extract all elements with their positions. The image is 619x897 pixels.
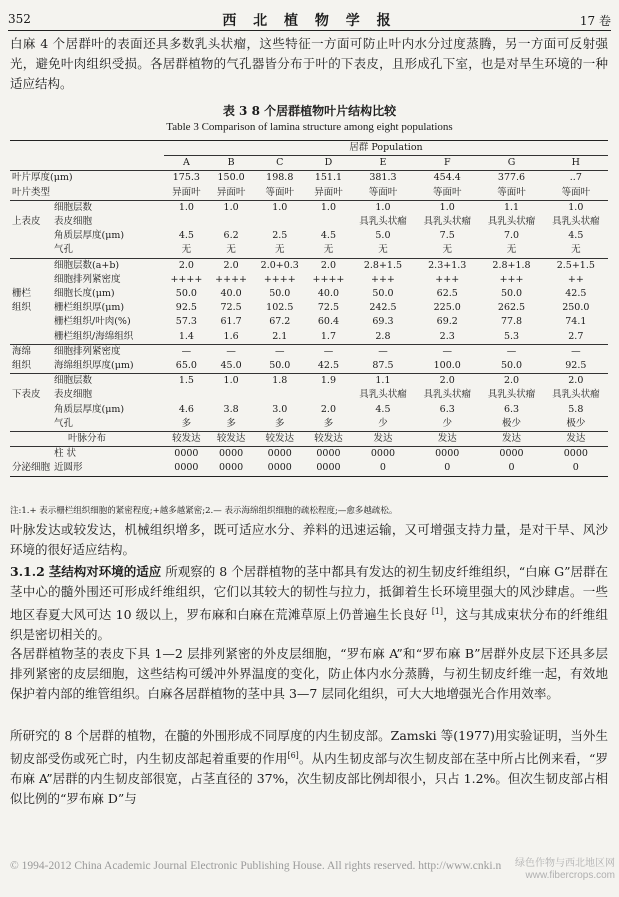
table-cell: 发达 xyxy=(544,432,608,447)
table-cell: 2.0+0.3 xyxy=(253,258,306,273)
table-cell: 40.0 xyxy=(317,288,340,300)
table-cell: 极少 xyxy=(566,417,586,429)
table-cell: 150.0 xyxy=(209,171,254,186)
paragraph-stem-lead: 所观察的 8 个居群植物的茎中都具有发达的初生韧皮纤维组织，“白麻 G”居群在茎中心的髓外围还可形成纤维组织，它们以其较大的韧性与拉力，抵御着生长环境里强大的风沙肆虐。一些地区春夏大风可达 10 级以上，罗布麻和白麻在荒滩草原上仍普遍生长良好 xyxy=(10,564,608,623)
table-cell: 无 xyxy=(571,244,581,256)
table-cell: 1.0 xyxy=(415,200,479,215)
table-row xyxy=(10,215,608,229)
table-cell: 0000 xyxy=(544,447,608,462)
table-cell: 1.0 xyxy=(306,200,351,215)
table-cell: +++ xyxy=(499,273,524,285)
table-cell: 1.7 xyxy=(320,330,336,342)
table-cell: 50.0 xyxy=(269,288,291,300)
table-cell: 4.5 xyxy=(178,230,194,242)
table-cell: 较发达 xyxy=(164,432,209,447)
table-cell: — xyxy=(415,344,479,359)
table-cell: 50.0 xyxy=(500,288,523,300)
row-group xyxy=(10,417,52,432)
table-cell: 69.2 xyxy=(436,316,458,328)
row-label: 表皮细胞 xyxy=(54,389,93,401)
table-cell: 4.5 xyxy=(320,230,336,242)
table-cell: 6.3 xyxy=(503,403,520,415)
row-group: 分泌细胞 xyxy=(10,461,52,476)
table-cell: — xyxy=(306,344,351,359)
table-cell: 异面叶 xyxy=(314,186,343,198)
row-label: 角质层厚度(μm) xyxy=(54,230,125,242)
table-cell: — xyxy=(351,344,415,359)
row-group: 栅栏 xyxy=(12,288,32,300)
table-cell: — xyxy=(209,344,254,359)
column-header: C xyxy=(253,156,306,171)
table-row xyxy=(10,171,608,186)
table-cell: +++ xyxy=(435,273,460,285)
column-header: F xyxy=(415,156,479,171)
row-group: 上表皮 xyxy=(12,216,41,228)
table-cell xyxy=(164,215,209,229)
section-number: 3.1.2 xyxy=(10,564,45,579)
table-cell: 2.1 xyxy=(272,330,288,342)
table-note: 注:1.+ 表示栅栏组织细胞的紧密程度;+越多越紧密;2.— 表示海绵组织细胞的疏松程度;—愈多越疏松。 xyxy=(10,506,398,516)
table-row xyxy=(10,344,608,359)
table-cell: 87.5 xyxy=(372,360,394,372)
section-title: 茎结构对环境的适应 xyxy=(48,564,162,579)
table-cell: 0 xyxy=(351,461,415,476)
table-cell: 6.3 xyxy=(439,403,455,415)
table-row xyxy=(10,243,608,258)
table-cell: 0000 xyxy=(306,447,351,462)
table-cell: 5.0 xyxy=(375,230,391,242)
table-cell: — xyxy=(544,344,608,359)
table-cell: 0000 xyxy=(351,447,415,462)
table-row xyxy=(10,374,608,389)
table-row xyxy=(10,447,608,462)
table-cell: 2.0 xyxy=(164,258,209,273)
table-cell: 2.5 xyxy=(272,230,288,242)
row-group xyxy=(10,315,52,329)
table-cell: 1.0 xyxy=(209,200,254,215)
column-header: A xyxy=(164,156,209,171)
row-label: 细胞层数 xyxy=(52,374,164,389)
row-label: 气孔 xyxy=(54,244,74,256)
row-label: 近圆形 xyxy=(52,461,164,476)
table-cell: 1.0 xyxy=(253,200,306,215)
table-cell: 无 xyxy=(378,244,388,256)
table-row xyxy=(10,417,608,432)
journal-title: 西 北 植 物 学 报 xyxy=(222,13,397,29)
table-cell: ++++ xyxy=(312,273,345,285)
table-cell: 2.3+1.3 xyxy=(415,258,479,273)
table-cell: — xyxy=(164,344,209,359)
table-cell: 92.5 xyxy=(175,302,197,314)
table-cell: 0000 xyxy=(415,447,479,462)
row-group: 下表皮 xyxy=(12,389,41,401)
table-cell: 67.2 xyxy=(269,316,291,328)
table-cell: 381.3 xyxy=(351,171,415,186)
page-number: 352 xyxy=(8,12,31,26)
table-row xyxy=(10,287,608,301)
table-cell: 0000 xyxy=(253,447,306,462)
table-cell: 具乳头状瘤 xyxy=(487,389,536,401)
table-cell: 等面叶 xyxy=(497,186,526,198)
table-cell: 42.5 xyxy=(565,288,587,300)
table-cell: 具乳头状瘤 xyxy=(423,216,471,228)
table-cell: 72.5 xyxy=(317,302,340,314)
table-cell: 发达 xyxy=(351,432,415,447)
table-cell: 多 xyxy=(275,417,285,429)
table-cell: 具乳头状瘤 xyxy=(552,216,600,228)
table-cell xyxy=(306,388,351,402)
table-cell: 无 xyxy=(323,244,334,256)
table-cell: 2.7 xyxy=(568,330,584,342)
row-group: 叶片类型 xyxy=(12,186,51,198)
table-cell: 1.0 xyxy=(164,200,209,215)
table-row xyxy=(10,403,608,417)
table-cell: ++++ xyxy=(215,273,248,285)
table-cell: 175.3 xyxy=(164,171,209,186)
row-group: 组织 xyxy=(12,302,32,314)
running-header xyxy=(8,10,611,31)
row-group xyxy=(10,273,52,287)
table-cell: 0000 xyxy=(209,461,254,476)
table-cell: 0000 xyxy=(209,447,254,462)
row-label: 栅栏组织/叶肉(%) xyxy=(54,316,131,328)
table-cell: 多 xyxy=(181,417,192,429)
table-cell: 较发达 xyxy=(209,432,254,447)
table-row xyxy=(10,186,608,201)
table-cell: 60.4 xyxy=(317,316,340,328)
table-cell: 1.4 xyxy=(178,330,194,342)
table-cell: 50.0 xyxy=(269,360,291,372)
row-label: 细胞层数(a+b) xyxy=(52,258,164,273)
table-row xyxy=(10,432,608,447)
table-cell: 发达 xyxy=(479,432,543,447)
table-cell: 262.5 xyxy=(497,302,526,314)
table-cell: 62.5 xyxy=(436,288,458,300)
table-cell: ++++ xyxy=(170,273,203,285)
table-row xyxy=(10,315,608,329)
table-cell: 无 xyxy=(226,244,236,256)
table-row xyxy=(10,388,608,402)
table-cell: 6.2 xyxy=(223,230,239,242)
table-cell: 2.3 xyxy=(439,330,455,342)
table-cell: 1.1 xyxy=(479,200,543,215)
column-header: E xyxy=(351,156,415,171)
table-cell: 5.3 xyxy=(503,330,520,342)
table-cell: 92.5 xyxy=(565,360,587,372)
table-row xyxy=(10,200,608,215)
row-group xyxy=(10,243,52,258)
table-cell: +++ xyxy=(371,273,395,285)
table-cell xyxy=(253,388,306,402)
table-row xyxy=(10,359,608,374)
copyright-footer: © 1994-2012 China Academic Journal Electronic Publishing House. All rights reserved. http://www.cnki.n xyxy=(10,860,502,872)
table-cell: 7.5 xyxy=(439,230,455,242)
table-cell: 377.6 xyxy=(479,171,543,186)
table-cell: 65.0 xyxy=(175,360,197,372)
table-cell: 40.0 xyxy=(220,288,242,300)
table-cell: 5.8 xyxy=(568,403,584,415)
table-cell: 2.0 xyxy=(320,403,336,415)
volume-label: 17 卷 xyxy=(579,14,611,28)
section-heading xyxy=(10,562,608,645)
table-cell: 0000 xyxy=(306,461,351,476)
table-cell: 无 xyxy=(442,244,452,256)
table-cell: 50.0 xyxy=(175,288,197,300)
row-label: 海绵组织厚度(μm) xyxy=(54,360,134,372)
table-caption-cn: 表 3 8 个居群植物叶片结构比较 xyxy=(222,104,397,118)
table-cell: 3.8 xyxy=(223,403,239,415)
paragraph-phloem-lead: 所研究的 8 个居群的植物，在髓的外围形成不同厚度的内生韧皮部。Zamski 等(1977)用实验证明，当外生韧皮部受伤或死亡时，内生韧皮部起着重要的作用 xyxy=(10,728,608,767)
table-cell: 7.0 xyxy=(503,230,520,242)
table-cell: 0000 xyxy=(164,447,209,462)
table-cell: 1.5 xyxy=(164,374,209,389)
column-header: B xyxy=(209,156,254,171)
row-group xyxy=(10,447,52,462)
table-cell xyxy=(306,215,351,229)
table-cell: 0000 xyxy=(164,461,209,476)
row-group xyxy=(10,374,52,389)
watermark xyxy=(515,858,615,882)
table-cell: 61.7 xyxy=(220,316,242,328)
row-label: 细胞排列紧密度 xyxy=(52,344,164,359)
table-cell: 102.5 xyxy=(266,302,294,314)
table-row xyxy=(10,301,608,315)
table-cell: 无 xyxy=(181,244,192,256)
table-cell: 2.8+1.8 xyxy=(479,258,543,273)
watermark-cn: 绿色作物与西北地区网 xyxy=(515,858,615,869)
row-label: 柱 状 xyxy=(52,447,164,462)
table-cell: 1.1 xyxy=(351,374,415,389)
table-cell: 具乳头状瘤 xyxy=(423,389,471,401)
row-group xyxy=(10,330,52,345)
table-cell: 4.5 xyxy=(375,403,391,415)
table-cell: 454.4 xyxy=(415,171,479,186)
table-cell: 2.0 xyxy=(479,374,543,389)
row-group xyxy=(10,258,52,273)
row-group xyxy=(10,229,52,243)
table-cell: 0 xyxy=(544,461,608,476)
row-label: 气孔 xyxy=(54,417,74,429)
table-cell: 4.5 xyxy=(568,230,584,242)
table-cell: 无 xyxy=(275,244,285,256)
table-cell: 2.0 xyxy=(209,258,254,273)
row-group: 组织 xyxy=(12,360,32,372)
table-cell: — xyxy=(479,344,543,359)
row-group: 叶片厚度(μm) xyxy=(10,171,164,186)
table-cell: 250.0 xyxy=(562,302,590,314)
table-cell: 异面叶 xyxy=(172,186,201,198)
citation-6: [6] xyxy=(287,751,299,760)
row-label: 栅栏组织/海绵组织 xyxy=(54,330,134,342)
table-cell: 2.8 xyxy=(375,330,391,342)
table-cell: 等面叶 xyxy=(368,186,398,198)
table-cell: 较发达 xyxy=(253,432,306,447)
table-cell: — xyxy=(253,344,306,359)
column-header: D xyxy=(306,156,351,171)
table-cell: 2.0 xyxy=(544,374,608,389)
table-row xyxy=(10,273,608,287)
column-header: H xyxy=(544,156,608,171)
table-cell: 较发达 xyxy=(306,432,351,447)
table-cell: ..7 xyxy=(544,171,608,186)
table-cell: 2.0 xyxy=(306,258,351,273)
table-cell: 少 xyxy=(442,417,452,429)
table-row xyxy=(10,461,608,476)
table-cell: 0000 xyxy=(479,447,543,462)
table-cell xyxy=(209,215,254,229)
table-cell xyxy=(209,388,254,402)
table-cell: 1.8 xyxy=(253,374,306,389)
table-cell: 72.5 xyxy=(220,302,242,314)
row-label: 栅栏组织厚(μm) xyxy=(54,302,125,314)
table-cell: 等面叶 xyxy=(432,186,462,198)
table-cell: 45.0 xyxy=(220,360,242,372)
table-cell: 50.0 xyxy=(372,288,394,300)
table-caption-en: Table 3 Comparison of lamina structure among eight populations xyxy=(166,121,453,133)
table-cell: 异面叶 xyxy=(216,186,246,198)
table-cell: 1.6 xyxy=(223,330,239,342)
row-group: 叶脉分布 xyxy=(10,432,164,447)
row-group: 海绵 xyxy=(10,344,52,359)
table-cell: 2.0 xyxy=(415,374,479,389)
paragraph-epidermis: 白麻 4 个居群叶的表面还具多数乳头状瘤，这些特征一方面可防止叶内水分过度蒸腾，另一方面可反射强光，避免叶肉组织受损。各居群植物的气孔器皆分布于叶的下表皮，且形成孔下室，也是对旱生环境的一种适应结构。 xyxy=(10,36,608,91)
table-cell: 74.1 xyxy=(565,316,587,328)
paragraph-cortex: 各居群植物茎的表皮下具 1—2 层排列紧密的外皮层细胞，“罗布麻 A”和“罗布麻 B”居群外皮层下还具多层排列紧密的皮层细胞，这些结构可缓冲外界温度的变化，防止体内水分蒸腾，与初生韧皮纤维一起，有效地保护着内部的维管组织。白麻各居群植物的茎中具 3—7 层同化组织，可大大地增强光合作用效率。 xyxy=(10,646,608,701)
table-cell: 50.0 xyxy=(500,360,523,372)
table-row xyxy=(10,229,608,243)
table-row xyxy=(10,330,608,345)
table-cell: 等面叶 xyxy=(561,186,591,198)
table-cell: 2.8+1.5 xyxy=(351,258,415,273)
table-cell: 225.0 xyxy=(433,302,461,314)
row-label: 细胞长度(μm) xyxy=(54,288,115,300)
table-cell: 1.0 xyxy=(544,200,608,215)
table-header-columns xyxy=(10,156,608,171)
row-label: 细胞层数 xyxy=(52,200,164,215)
table-cell: 极少 xyxy=(502,417,522,429)
table-cell: 多 xyxy=(323,417,334,429)
row-label: 细胞排列紧密度 xyxy=(54,273,121,285)
table-cell: 69.3 xyxy=(372,316,394,328)
table-cell: 0 xyxy=(415,461,479,476)
table-cell: 1.0 xyxy=(351,200,415,215)
table-cell: 等面叶 xyxy=(265,186,295,198)
table-cell: 1.9 xyxy=(306,374,351,389)
table-cell: 具乳头状瘤 xyxy=(487,216,536,228)
table-cell: 具乳头状瘤 xyxy=(552,389,600,401)
table-cell: 发达 xyxy=(415,432,479,447)
table-cell: 3.0 xyxy=(272,403,288,415)
table-cell: 2.5+1.5 xyxy=(544,258,608,273)
row-group xyxy=(10,403,52,417)
table-header-population xyxy=(10,141,608,156)
paragraph-veins: 叶脉发达或较发达，机械组织增多，既可适应水分、养料的迅速运输，又可增强支持力量，是对干旱、风沙环境的很好适应结构。 xyxy=(10,522,608,557)
table-cell: 42.5 xyxy=(317,360,340,372)
table-cell: 具乳头状瘤 xyxy=(359,389,407,401)
citation-1: [1] xyxy=(431,607,444,616)
row-group xyxy=(10,200,52,215)
table-cell: 77.8 xyxy=(500,316,523,328)
table-cell: ++++ xyxy=(263,273,296,285)
table-cell: ++ xyxy=(567,273,584,285)
table-cell xyxy=(164,388,209,402)
paragraph-phloem xyxy=(10,726,608,809)
paragraph-stem-tail: ，这与其成束状分布的纤维组织是密切相关的。 xyxy=(10,607,608,643)
table-cell: 4.6 xyxy=(178,403,194,415)
table-cell: 242.5 xyxy=(369,302,397,314)
table-cell: 151.1 xyxy=(306,171,351,186)
row-label: 表皮细胞 xyxy=(54,216,93,228)
table-cell: 100.0 xyxy=(433,360,461,372)
watermark-url: www.fibercrops.com xyxy=(525,870,615,881)
table-cell: 0000 xyxy=(253,461,306,476)
table-cell xyxy=(253,215,306,229)
table-cell: 0 xyxy=(479,461,543,476)
row-label: 角质层厚度(μm) xyxy=(54,403,125,415)
table-cell: 多 xyxy=(226,417,236,429)
table-cell: 具乳头状瘤 xyxy=(359,216,407,228)
table-cell: 少 xyxy=(378,417,388,429)
table-cell: 198.8 xyxy=(253,171,306,186)
table-cell: 57.3 xyxy=(175,316,197,328)
table-row xyxy=(10,258,608,273)
column-header: G xyxy=(479,156,543,171)
table-cell: 1.0 xyxy=(209,374,254,389)
population-label: 居群 Population xyxy=(164,141,608,156)
paragraph-phloem-tail: 。从内生韧皮部与次生韧皮部在茎中所占比例来看，“罗布麻 A”居群的内生韧皮部很宽，占茎直径的 37%，次生韧皮部比例却很小，只占 1.2%。但次生韧皮部占相似比例的“罗布麻 D”与 xyxy=(10,751,608,807)
table-cell: 无 xyxy=(506,244,517,256)
lamina-structure-table xyxy=(10,140,608,477)
